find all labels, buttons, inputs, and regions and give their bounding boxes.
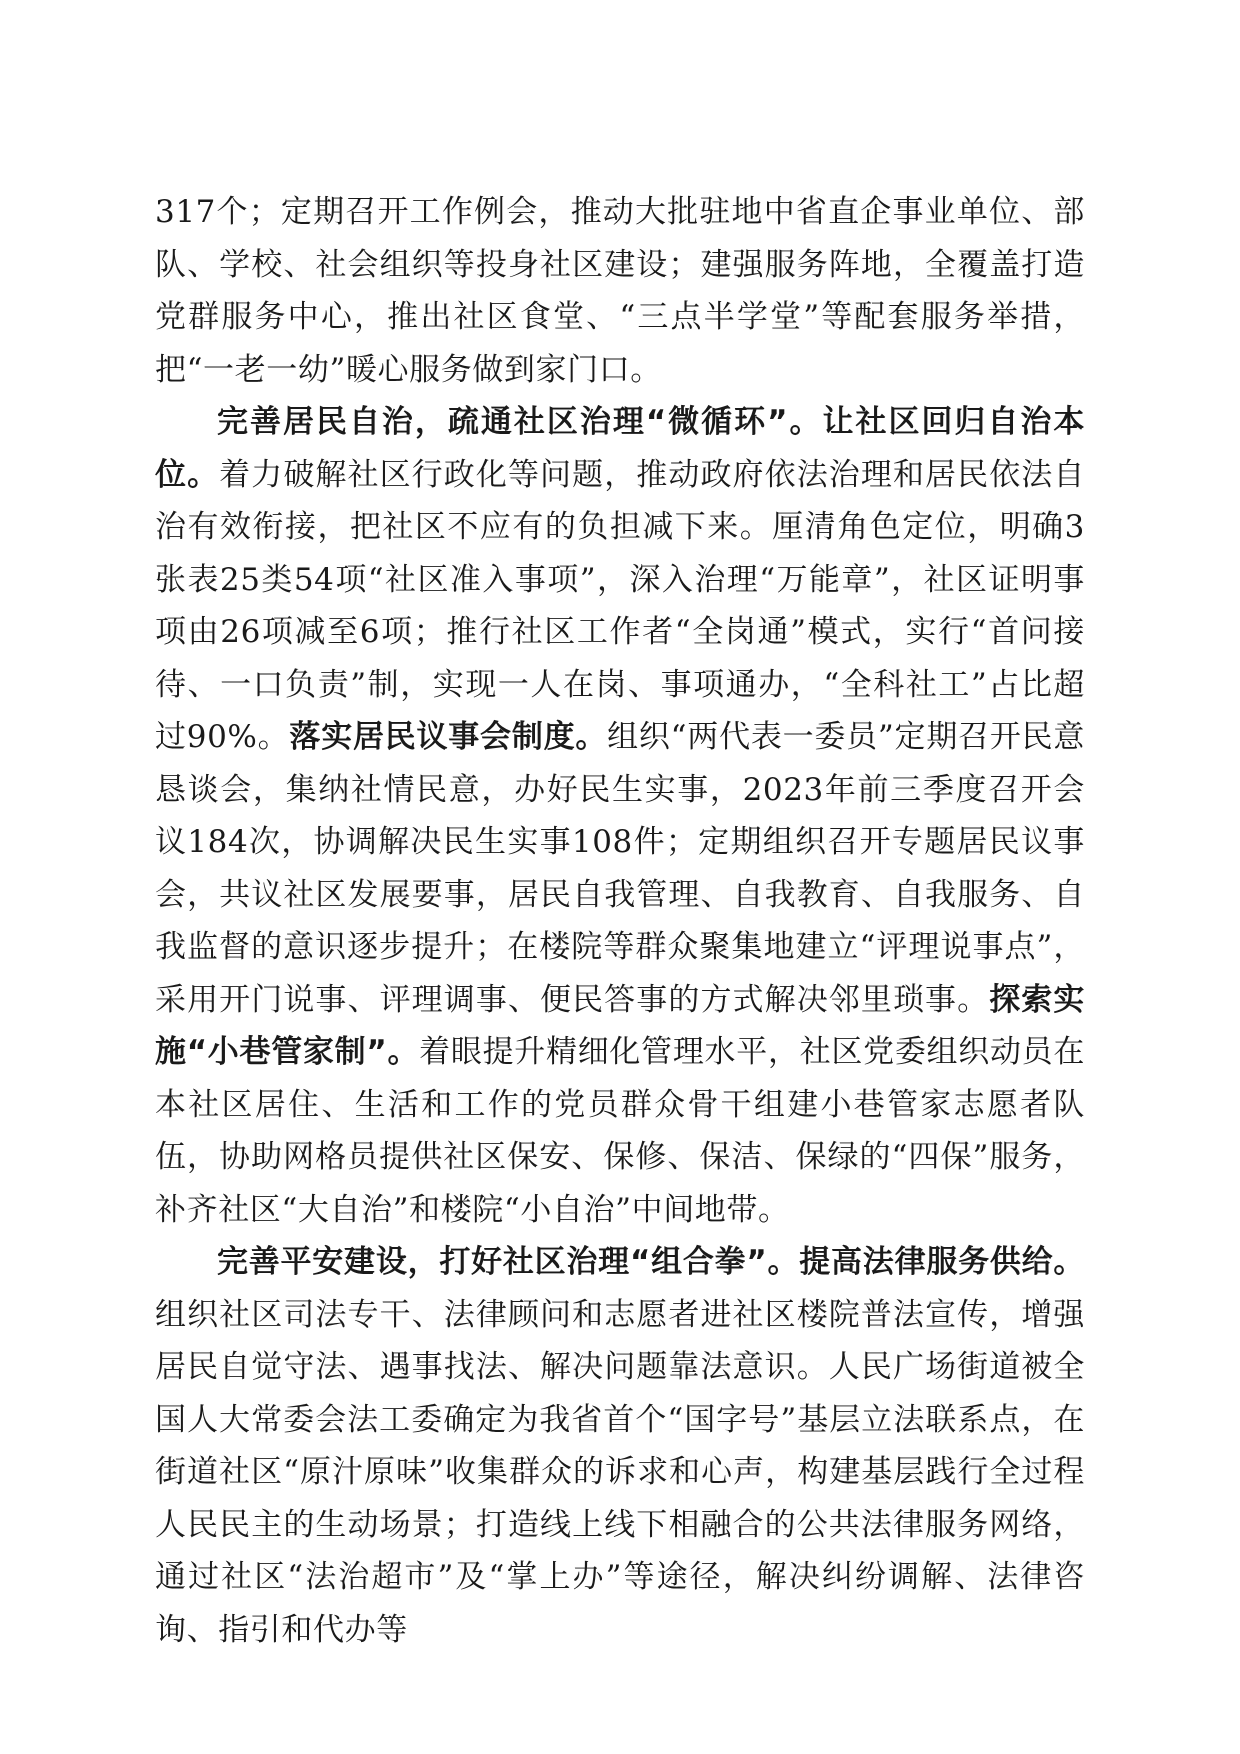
paragraph-text: 组织社区司法专干、法律顾问和志愿者进社区楼院普法宣传，增强居民自觉守法、遇事找法、解决问题靠法意识。人民广场街道被全国人大常委会法工委确定为我省首个“国字号”基层立法联系点，在街道社区“原汁原味”收集群众的诉求和心声，构建基层践行全过程人民民主的生动场景；打造线上线下相融合的公共法律服务网络，通过社区“法治超市”及“掌上办”等途径，解决纠纷调解、法律咨询、指引和代办等 xyxy=(155,1296,1085,1648)
section-heading: 完善平安建设，打好社区治理“组合拳”。提高法律服务供给。 xyxy=(217,1244,1085,1280)
paragraph-text: 着眼提升精细化管理水平，社区党委组织动员在本社区居住、生活和工作的党员群众骨干组建小巷管家志愿者队伍，协助网格员提供社区保安、保修、保洁、保绿的“四保”服务，补齐社区“大自治”和楼院“小自治”中间地带。 xyxy=(155,1034,1085,1228)
paragraph-continuation xyxy=(155,186,1085,396)
subsection-heading: 探索实施“小巷管家制”。 xyxy=(155,981,1085,1070)
document-page xyxy=(155,186,1085,1656)
subsection-heading: 落实居民议事会制度。 xyxy=(289,719,608,755)
paragraph-resident-autonomy xyxy=(155,396,1085,1236)
paragraph-text: 组织“两代表一委员”定期召开民意恳谈会，集纳社情民意，办好民生实事，2023年前三季度召开会议184次，协调解决民生实事108件；定期组织召开专题居民议事会，共议社区发展要事，居民自我管理、自我教育、自我服务、自我监督的意识逐步提升；在楼院等群众聚集地建立“评理说事点”，采用开门说事、评理调事、便民答事的方式解决邻里琐事。 xyxy=(155,719,1086,1018)
paragraph-text: 317个；定期召开工作例会，推动大批驻地中省直企事业单位、部队、学校、社会组织等投身社区建设；建强服务阵地，全覆盖打造党群服务中心，推出社区食堂、“三点半学堂”等配套服务举措，把“一老一幼”暖心服务做到家门口。 xyxy=(155,194,1085,388)
section-heading: 完善居民自治，疏通社区治理“微循环”。让社区回归自治本位。 xyxy=(155,404,1085,493)
paragraph-safety-construction xyxy=(155,1236,1085,1656)
paragraph-text: 着力破解社区行政化等问题，推动政府依法治理和居民依法自治有效衔接，把社区不应有的负担减下来。厘清角色定位，明确3张表25类54项“社区准入事项”，深入治理“万能章”，社区证明事项由26项减至6项；推行社区工作者“全岗通”模式，实行“首问接待、一口负责”制，实现一人在岗、事项通办，“全科社工”占比超过90%。 xyxy=(155,456,1085,755)
